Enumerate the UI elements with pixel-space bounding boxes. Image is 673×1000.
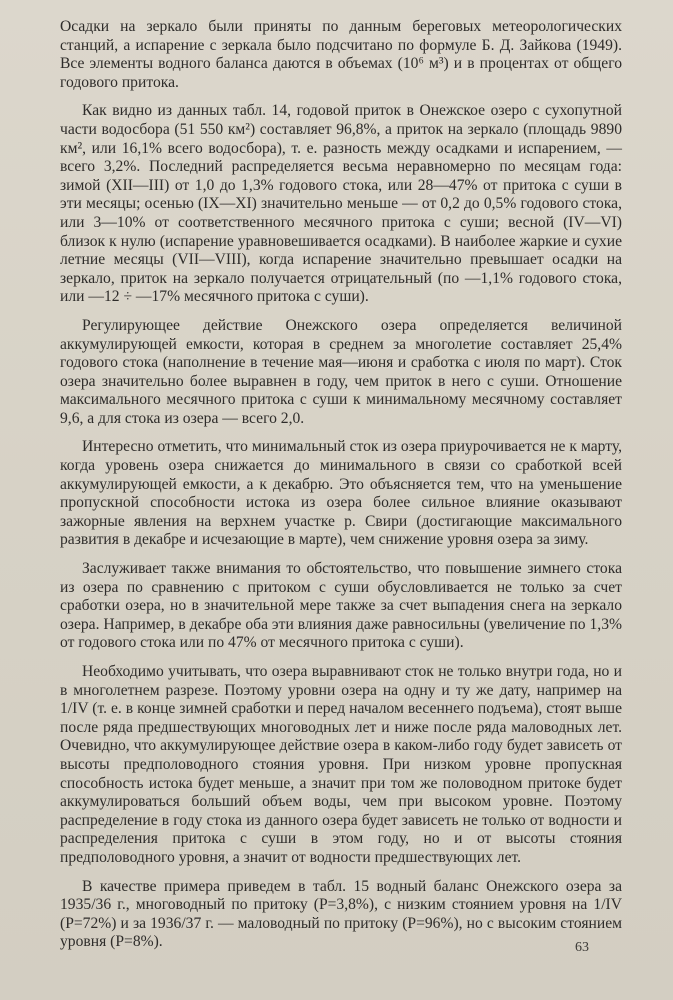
page-number: 63 <box>575 940 589 955</box>
paragraph-1: Осадки на зеркало были приняты по данным береговых метеорологических станций, а испарение с зеркала было подсчитано по формуле Б. Д. Зайкова (1949). Все элементы водного баланса даются в объемах (10⁶ м³) и в процентах от общего годового притока. <box>60 18 622 91</box>
paragraph-6: Необходимо учитывать, что озера выравнивают сток не только внутри года, но и в многолетнем разрезе. Поэтому уровни озера на одну и ту же дату, например на 1/IV (т. е. в конце зимней сработки и перед началом весеннего подъема), стоят выше после ряда предшествующих многоводных лет и ниже после ряда маловодных лет. Очевидно, что аккумулирующее действие озера в каком-либо году будет зависеть от высоты предполоводного стояния уровня. При низком уровне пропускная способность истока будет меньше, а значит при том же половодном притоке будет аккумулироваться больший объем воды, чем при высоком уровне. Поэтому распределение в году стока из данного озера будет зависеть не только от водности и распределения притока с суши в этом году, но и от высоты стояния предполоводного уровня, а значит от водности предшествующих лет. <box>60 663 622 866</box>
paragraph-4: Интересно отметить, что минимальный сток из озера приурочивается не к марту, когда уровень озера снижается до минимального в связи со сработкой всей аккумулирующей емкости, а к декабрю. Это объясняется тем, что на уменьшение пропускной способности истока из озера более сильное влияние оказывают зажорные явления на верхнем участке р. Свири (достигающие максимального развития в декабре и исчезающие в марте), чем снижение уровня озера за зиму. <box>60 438 622 549</box>
body-text <box>60 18 622 962</box>
paragraph-7: В качестве примера приведем в табл. 15 водный баланс Онежского озера за 1935/36 г., многоводный по притоку (P=3,8%), с низким стоянием уровня на 1/IV (P=72%) и за 1936/37 г. — маловодный по притоку (P=96%), но с высоким стоянием уровня (P=8%). <box>60 877 622 951</box>
paragraph-3: Регулирующее действие Онежского озера определяется величиной аккумулирующей емкости, которая в среднем за многолетие составляет 25,4% годового стока (наполнение в течение мая—июня и сработка с июля по март). Сток озера значительно более выравнен в году, чем приток в него с суши. Отношение максимального месячного притока с суши к минимальному месячному составляет 9,6, а для стока из озера — всего 2,0. <box>60 316 622 427</box>
paragraph-2: Как видно из данных табл. 14, годовой приток в Онежское озеро с сухопутной части водосбора (51 550 км²) составляет 96,8%, а приток на зеркало (площадь 9890 км², или 16,1% всего водосбора), т. е. разность между осадками и испарением, — всего 3,2%. Последний распределяется весьма неравномерно по месяцам года: зимой (XII—III) от 1,0 до 1,3% годового стока, или 28—47% от притока с суши в эти месяцы; осенью (IX—XI) значительно меньше — от 0,2 до 0,5% годового стока, или 3—10% от соответственного месячного притока с суши; весной (IV—VI) близок к нулю (испарение уравновешивается осадками). В наиболее жаркие и сухие летние месяцы (VII—VIII), когда испарение значительно превышает осадки на зеркало, приток на зеркало получается отрицательный (по —1,1% годового стока, или —12 ÷ —17% месячного притока с суши). <box>60 102 622 306</box>
paragraph-5: Заслуживает также внимания то обстоятельство, что повышение зимнего стока из озера по сравнению с притоком с суши обусловливается не только за счет сработки озера, но в значительной мере также за счет выпадения снега на зеркало озера. Например, в декабре оба эти влияния даже равносильны (увеличение по 1,3% от годового стока или по 47% от месячного притока с суши). <box>60 560 622 652</box>
